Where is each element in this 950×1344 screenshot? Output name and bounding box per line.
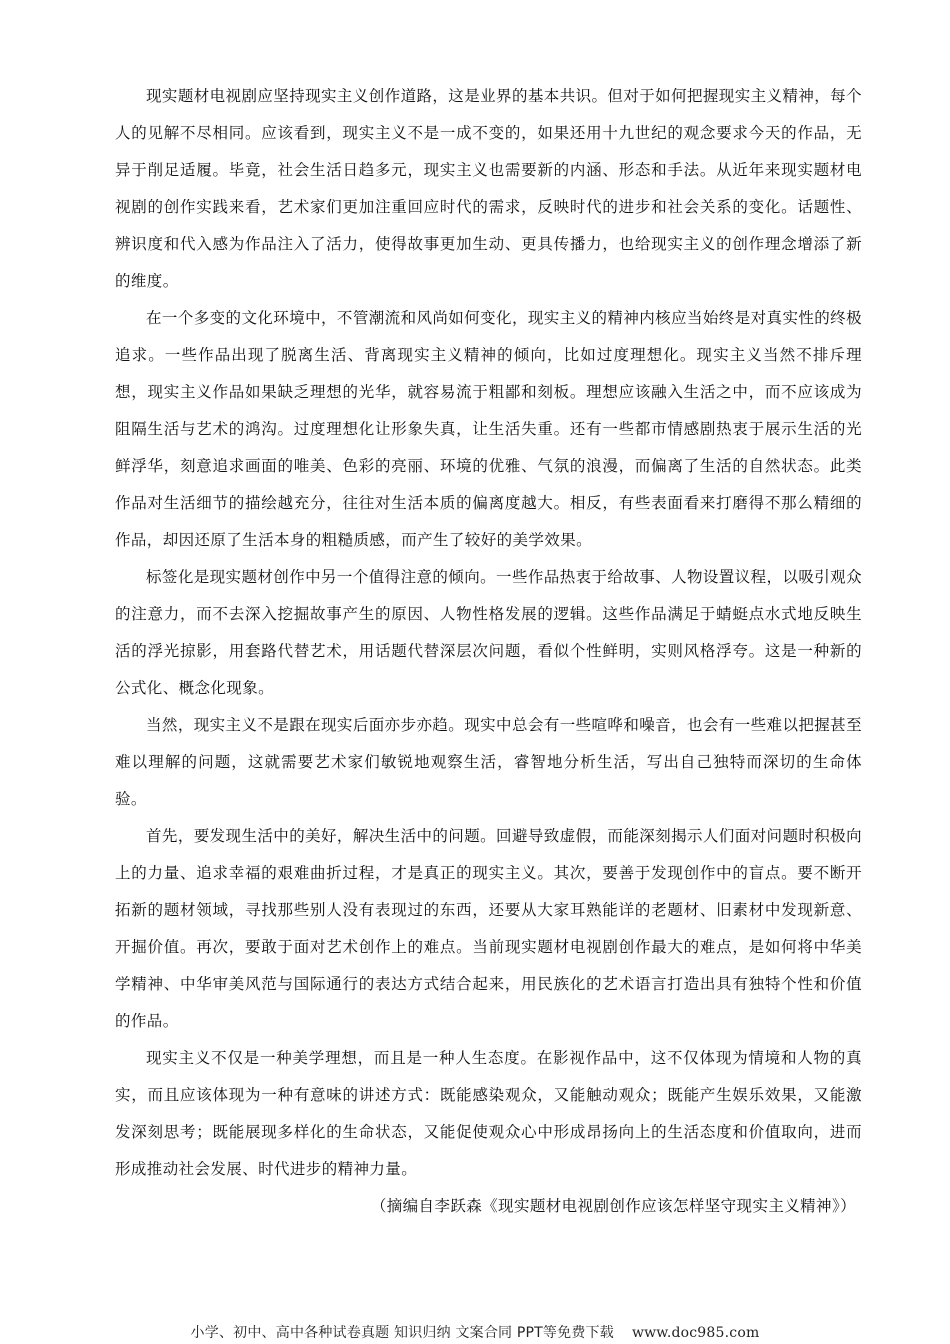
article-body [115,78,862,1225]
article-paragraph-4: 当然，现实主义不是跟在现实后面亦步亦趋。现实中总会有一些喧哗和噪音，也会有一些难以把握甚至难以理解的问题，这就需要艺术家们敏锐地观察生活，睿智地分析生活，写出自己独特而深切的生命体验。 [115,716,862,808]
footer-promo-text: 小学、初中、高中各种试卷真题 知识归纳 文案合同 PPT等免费下载 [190,1325,614,1341]
footer-site-link[interactable]: www.doc985.com [631,1325,760,1341]
article-source-citation: （摘编自李跃森《现实题材电视剧创作应该怎样坚守现实主义精神》） [370,1197,856,1215]
article-paragraph-2: 在一个多变的文化环境中，不管潮流和风尚如何变化，现实主义的精神内核应当始终是对真实性的终极追求。一些作品出现了脱离生活、背离现实主义精神的倾向，比如过度理想化。现实主义当然不排斥理想，现实主义作品如果缺乏理想的光华，就容易流于粗鄙和刻板。理想应该融入生活之中，而不应该成为阻隔生活与艺术的鸿沟。过度理想化让形象失真，让生活失重。还有一些都市情感剧热衷于展示生活的光鲜浮华，刻意追求画面的唯美、色彩的亮丽、环境的优雅、气氛的浪漫，而偏离了生活的自然状态。此类作品对生活细节的描绘越充分，往往对生活本质的偏离度越大。相反，有些表面看来打磨得不那么精细的作品，却因还原了生活本身的粗糙质感，而产生了较好的美学效果。 [115,309,862,549]
page-footer [0,1322,950,1342]
article-paragraph-5: 首先，要发现生活中的美好，解决生活中的问题。回避导致虚假，而能深刻揭示人们面对问题时积极向上的力量、追求幸福的艰难曲折过程，才是真正的现实主义。其次，要善于发现创作中的盲点。要不断开拓新的题材领域，寻找那些别人没有表现过的东西，还要从大家耳熟能详的老题材、旧素材中发现新意、开掘价值。再次，要敢于面对艺术创作上的难点。当前现实题材电视剧创作最大的难点，是如何将中华美学精神、中华审美风范与国际通行的表达方式结合起来，用民族化的艺术语言打造出具有独特个性和价值的作品。 [115,827,862,1030]
article-paragraph-6: 现实主义不仅是一种美学理想，而且是一种人生态度。在影视作品中，这不仅体现为情境和人物的真实，而且应该体现为一种有意味的讲述方式：既能感染观众，又能触动观众；既能产生娱乐效果，又能激发深刻思考；既能展现多样化的生命状态，又能促使观众心中形成昂扬向上的生活态度和价值取向，进而形成推动社会发展、时代进步的精神力量。 [115,1049,862,1178]
article-paragraph-3: 标签化是现实题材创作中另一个值得注意的倾向。一些作品热衷于给故事、人物设置议程，以吸引观众的注意力，而不去深入挖掘故事产生的原因、人物性格发展的逻辑。这些作品满足于蜻蜓点水式地反映生活的浮光掠影，用套路代替艺术，用话题代替深层次问题，看似个性鲜明，实则风格浮夸。这是一种新的公式化、概念化现象。 [115,568,862,697]
article-paragraph-1: 现实题材电视剧应坚持现实主义创作道路，这是业界的基本共识。但对于如何把握现实主义精神，每个人的见解不尽相同。应该看到，现实主义不是一成不变的，如果还用十九世纪的观念要求今天的作品，无异于削足适履。毕竟，社会生活日趋多元，现实主义也需要新的内涵、形态和手法。从近年来现实题材电视剧的创作实践来看，艺术家们更加注重回应时代的需求，反映时代的进步和社会关系的变化。话题性、辨识度和代入感为作品注入了活力，使得故事更加生动、更具传播力，也给现实主义的创作理念增添了新的维度。 [115,87,862,290]
